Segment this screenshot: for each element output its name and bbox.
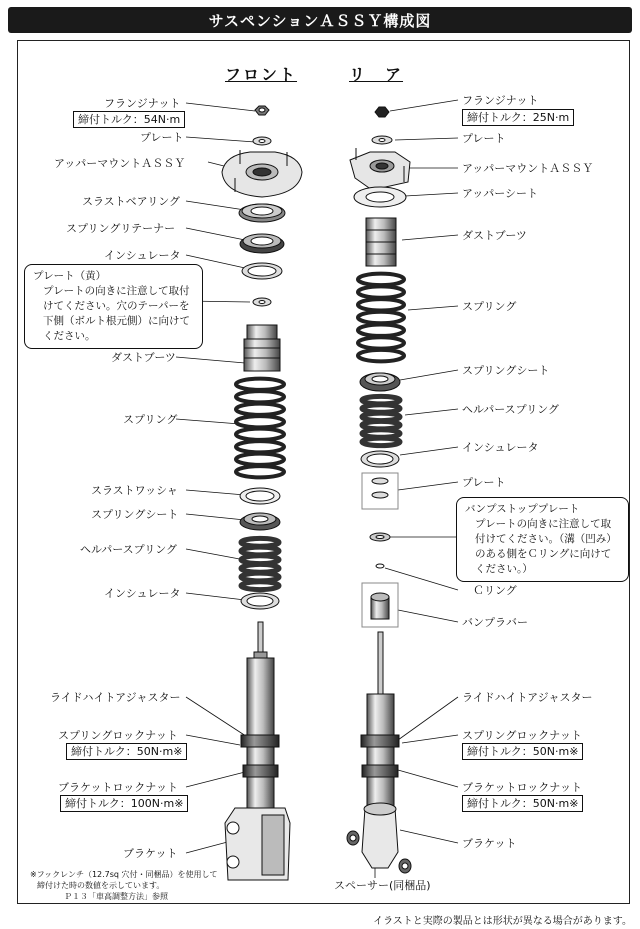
rear-c-ring-label: Ｃリング [473,584,517,597]
spring-coil [358,299,404,310]
front-strut-parts [222,106,302,371]
front-insulator-top-label: インシュレータ [104,249,181,262]
rear-bump-rubber-label: バンプラバー [462,616,528,629]
rear-plate2-label: プレート [462,476,506,489]
front-helper-spring-label: ヘルパースプリング [80,543,178,556]
rear-ride-height-adjuster-label: ライドハイトアジャスター [462,691,593,704]
rear-dust-boot-label: ダストブーツ [462,229,527,242]
spring-coil [236,404,284,415]
front-spring-label: スプリング [123,413,178,426]
rear-strut-parts [350,107,410,266]
rear-bump-stop-note-title: バンプストッププレート [465,503,580,515]
rear-bump-stop-note-body: プレートの向きに注意して取付けてください。（溝（凹み）のある側をＣリングに向けてください。） [475,518,617,575]
footnote-line-1: ※フックレンチ（12.7sq 穴付・同梱品）を使用して [30,870,218,879]
spring-coil [358,274,404,285]
front-helper-spring-coils [241,538,279,589]
front-plate-note [24,264,203,349]
footnote-line-2: 締付けた時の数値を示しています。 [37,881,165,890]
spring-coil [358,337,404,348]
front-thrust-washer-label: スラストワッシャ [91,484,178,497]
spring-coil [358,350,404,361]
front-flange-nut-torque: 締付トルク：54N·m [73,111,185,128]
rear-shock-body [347,451,411,873]
rear-plate-label: プレート [462,132,506,145]
rear-insulator-label: インシュレータ [462,441,539,454]
rear-bump-stop-note [456,497,629,582]
rear-helper-spring-label: ヘルパースプリング [462,403,560,416]
front-spring-lock-nut-label: スプリングロックナット [58,729,178,742]
front-spring-retainer-label: スプリングリテーナー [66,222,176,235]
front-insulator-bottom-label: インシュレータ [104,587,181,600]
footnote-line-3: Ｐ１３「車高調整方法」参照 [64,892,168,901]
front-shock-body [225,593,290,880]
front-bracket-label: ブラケット [123,847,178,860]
front-upper-mount-label: アッパーマウントＡＳＳＹ [54,157,186,170]
disclaimer-text: イラストと実際の製品とは形状が異なる場合があります。 [373,916,632,927]
spring-coil [236,454,284,465]
rear-bracket-lock-nut-torque: 締付トルク：50N·m※ [462,795,583,812]
rear-spring-lock-nut-torque: 締付トルク：50N·m※ [462,743,583,760]
rear-flange-nut-label: フランジナット [462,94,539,107]
rear-bracket-lock-nut-label: ブラケットロックナット [462,781,583,794]
rear-strut-lower-parts [360,373,400,391]
spring-coil [358,286,404,297]
rear-upper-mount-label: アッパーマウントＡＳＳＹ [462,162,594,175]
rear-bracket-label: ブラケット [462,837,517,850]
rear-helper-spring-coils [362,396,400,445]
front-strut-lower-parts [240,488,280,530]
front-plate-label: プレート [140,131,184,144]
front-flange-nut-label: フランジナット [104,97,181,110]
spring-coil [236,391,284,402]
front-plate-note-body: プレートの向きに注意して取付けてください。穴のテーパーを下側（ボルト根元側）に向けてください。 [43,285,190,342]
front-bracket-lock-nut-torque: 締付トルク：100N·m※ [60,795,188,812]
front-thrust-bearing-label: スラストベアリング [82,195,181,208]
rear-column-heading: リ ア [349,65,404,84]
rear-spacer-label: スペーサー(同梱品) [334,879,431,892]
spring-coil [358,324,404,335]
spring-coil [236,441,284,452]
spring-coil [362,438,400,446]
front-column-heading: フロント [225,65,298,84]
spring-coil [236,429,284,440]
spring-coil [241,582,279,590]
rear-spring-seat-label: スプリングシート [462,364,550,377]
diagram-title: サスペンションＡＳＳＹ構成図 [208,11,432,30]
front-ride-height-adjuster-label: ライドハイトアジャスター [50,691,181,704]
spring-coil [236,416,284,427]
front-plate-note-title: プレート（黄） [33,270,107,282]
front-dust-boot-label: ダストブーツ [111,351,176,364]
rear-flange-nut-torque: 締付トルク：25N·m [462,109,574,126]
front-spring-lock-nut-torque: 締付トルク：50N·m※ [66,743,187,760]
rear-spring-coils [358,274,404,362]
rear-spring-label: スプリング [462,300,517,313]
spring-coil [358,312,404,323]
rear-upper-seat-label: アッパーシート [462,187,539,200]
front-bracket-lock-nut-label: ブラケットロックナット [58,781,179,794]
front-spring-coils [236,379,284,478]
rear-spring-lock-nut-label: スプリングロックナット [462,729,582,742]
spring-coil [236,379,284,390]
front-spring-seat-label: スプリングシート [91,508,179,521]
spring-coil [236,466,284,477]
